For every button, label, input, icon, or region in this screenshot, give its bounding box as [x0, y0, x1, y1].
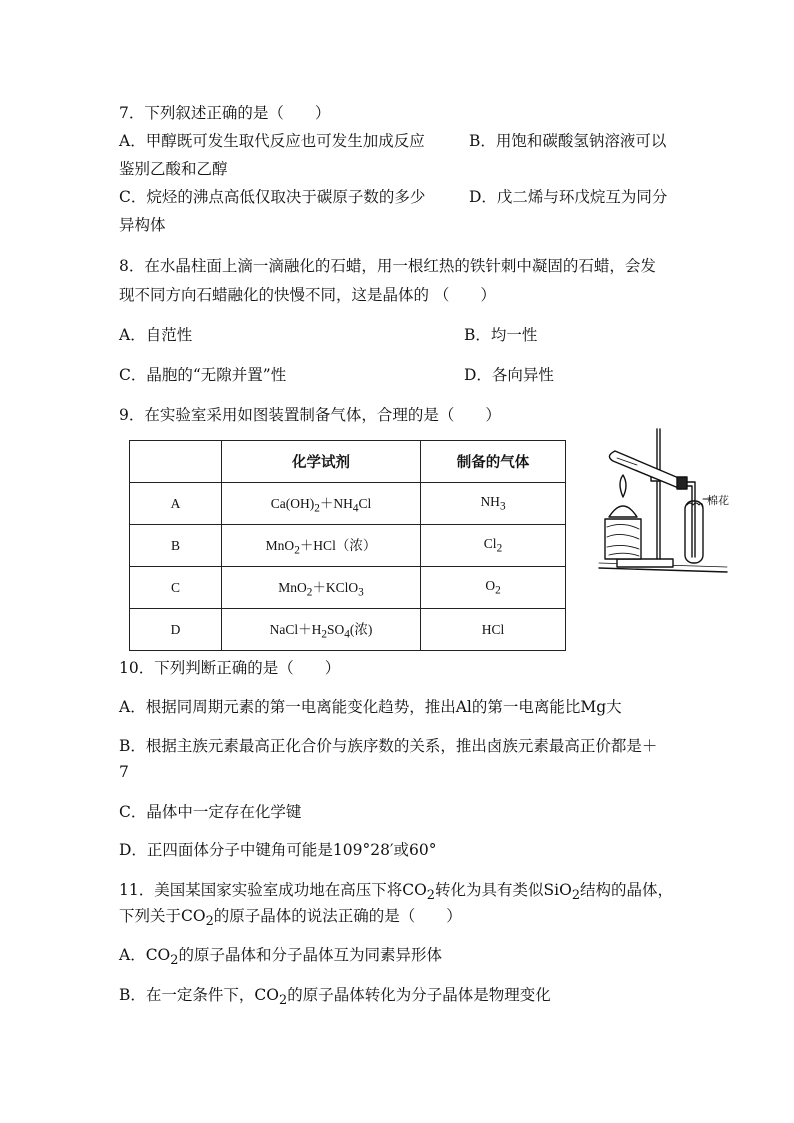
q8-stem-line1: 8．在水晶柱面上滴一滴融化的石蜡，用一根红热的铁针刺中凝固的石蜡，会发 — [119, 257, 656, 275]
row-label: D — [130, 609, 222, 651]
q10-option-d: D．正四面体分子中键角可能是109°28′或60° — [119, 841, 437, 859]
table-row — [130, 609, 566, 651]
table-row — [130, 567, 566, 609]
q10-option-c: C．晶体中一定存在化学键 — [119, 803, 302, 821]
q8-option-c: C．晶胞的“无隙并置”性 — [119, 366, 287, 384]
q11-option-b: B．在一定条件下，$CO_2$的原子晶体转化为分子晶体是物理变化 — [119, 986, 551, 1009]
q7-option-d-cont: 异构体 — [119, 216, 166, 234]
q10-option-b: B．根据主族元素最高正化合价与族序数的关系，推出卤族元素最高正价都是＋ — [119, 737, 658, 755]
header-cell-reagent: 化学试剂 — [222, 441, 421, 483]
table-row — [130, 483, 566, 525]
row-gas: $O_2$ — [421, 567, 566, 609]
table-row — [130, 525, 566, 567]
row-gas: $Cl_2$ — [421, 525, 566, 567]
q7-option-a: A．甲醇既可发生取代反应也可发生加成反应 — [119, 132, 425, 150]
q8-stem-line2: 现不同方向石蜡融化的快慢不同，这是晶体的 （ ） — [119, 286, 496, 304]
row-label: A — [130, 483, 222, 525]
q7-option-d: D．戊二烯与环戊烷互为同分 — [469, 188, 668, 206]
table-header-row — [130, 441, 566, 483]
q7-option-c: C．烷烃的沸点高低仅取决于碳原子数的多少 — [119, 188, 426, 206]
q7-stem: 7．下列叙述正确的是（ ） — [119, 104, 331, 122]
row-reagent: MnO$_2$＋KClO$_3$ — [222, 567, 421, 609]
q9-stem: 9．在实验室采用如图装置制备气体，合理的是（ ） — [119, 406, 501, 424]
row-reagent: $NaCl+H_2SO_4$(浓) — [222, 609, 421, 651]
reagent-table — [129, 440, 566, 651]
q11-option-a: A．$CO_2$的原子晶体和分子晶体互为同素异形体 — [119, 946, 442, 969]
row-label: C — [130, 567, 222, 609]
row-gas: HCl — [421, 609, 566, 651]
header-cell-gas: 制备的气体 — [421, 441, 566, 483]
q7-option-b: B．用饱和碳酸氢钠溶液可以 — [469, 132, 667, 150]
q8-option-d: D．各向异性 — [464, 366, 554, 384]
row-reagent: MnO$_2$＋HCl（浓） — [222, 525, 421, 567]
q8-option-a: A．自范性 — [119, 326, 193, 344]
q10-stem: 10．下列判断正确的是（ ） — [119, 659, 341, 677]
cotton-label: 棉花 — [707, 494, 729, 507]
row-label: B — [130, 525, 222, 567]
q8-option-b: B．均一性 — [464, 326, 538, 344]
q11-stem-line2: 下列关于$CO_2$的原子晶体的说法正确的是（ ） — [119, 907, 462, 930]
q11-stem-line1: 11．美国某国家实验室成功地在高压下将$CO_2$转化为具有类似SiO$_2$结构的晶体， — [119, 881, 674, 904]
row-gas: $NH_3$ — [421, 483, 566, 525]
q7-option-b-cont: 鉴别乙酸和乙醇 — [119, 160, 228, 178]
q10-option-a: A．根据同周期元素的第一电离能变化趋势，推出Al的第一电离能比Mg大 — [119, 698, 622, 716]
row-reagent: $Ca(OH)_2+NH_4Cl$ — [222, 483, 421, 525]
header-cell — [130, 441, 222, 483]
q10-option-b-cont: 7 — [119, 763, 129, 781]
